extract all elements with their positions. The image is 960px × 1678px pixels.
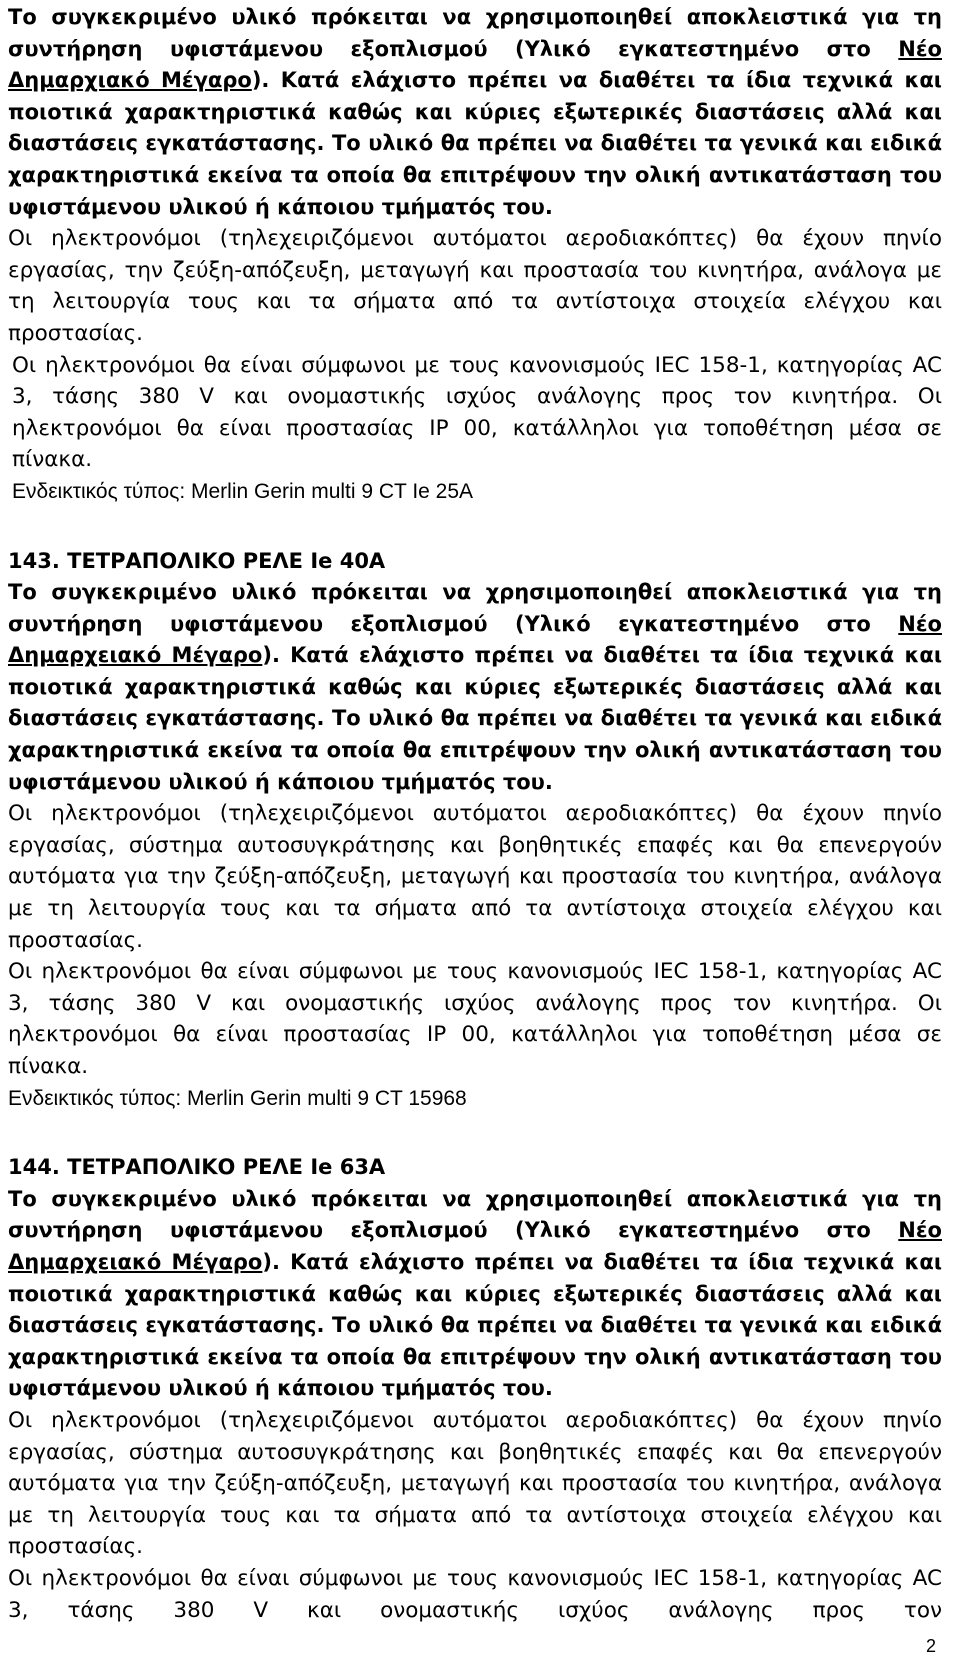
intro-location-link: Νέο Δημαρχιακό Μέγαρο	[8, 36, 942, 93]
item-143-function-text: Οι ηλεκτρονόμοι (τηλεχειριζόμενοι αυτόματοι αεροδιακόπτες) θα έχουν πηνίο εργασίας, σύστημα αυτοσυγκράτησης και βοηθητικές επαφές και θα επενεργούν αυτόματα για την ζεύξη-απόζευξη, μεταγωγή και προστασία του κινητήρα, ανάλογα με τη λειτουργία τους και τα σήματα από τα αντίστοιχα στοιχεία ελέγχου και προστασίας.	[8, 801, 942, 953]
item-144-description-text: Το συγκεκριμένο υλικό πρόκειται να χρησιμοποιηθεί αποκλειστικά για τη συντήρηση υφιστάμενου εξοπλισμού (Υλικό εγκατεστημένο στο	[8, 1186, 942, 1243]
page-number: 2	[925, 1636, 936, 1656]
item-144-description	[8, 1184, 942, 1405]
item-143-type-text: Ενδεικτικός τύπος: Merlin Gerin multi 9 CT 15968	[8, 1086, 467, 1110]
intro-standards-text: Οι ηλεκτρονόμοι θα είναι σύμφωνοι με τους κανονισμούς IEC 158-1, κατηγορίας AC 3, τάσης 380 V και ονομαστικής ισχύος ανάλογης προς τον κινητήρα. Οι ηλεκτρονόμοι θα είναι προστασίας IP 00, κατάλληλοι για τοποθέτηση μέσα σε πίνακα.	[12, 352, 942, 473]
item-143-description	[8, 577, 942, 798]
intro-type-text: Ενδεικτικός τύπος: Merlin Gerin multi 9 CT Ie 25A	[12, 479, 474, 503]
intro-description-text: Το συγκεκριμένο υλικό πρόκειται να χρησιμοποιηθεί αποκλειστικά για τη συντήρηση υφιστάμενου εξοπλισμού (Υλικό εγκατεστημένο στο	[8, 5, 942, 61]
item-143-location-link: Νέο Δημαρχειακό Μέγαρο	[8, 611, 942, 668]
item-143-description-text-cont: ). Κατά ελάχιστο πρέπει να διαθέτει τα ίδια τεχνικά και ποιοτικά χαρακτηριστικά καθώς και κύριες εξωτερικές διαστάσεις αλλά και διαστάσεις εγκατάστασης. Το υλικό θα πρέπει να διαθέτει τα γενικά και ειδικά χαρακτηριστικά εκείνα τα οποία θα επιτρέψουν την ολική αντικατάσταση του υφιστάμενου υλικού ή κάποιου τμήματός του.	[8, 643, 942, 794]
item-143-standards-text: Οι ηλεκτρονόμοι θα είναι σύμφωνοι με τους κανονισμούς IEC 158-1, κατηγορίας AC 3, τάσης 380 V και ονομαστικής ισχύος ανάλογης προς τον κινητήρα. Οι ηλεκτρονόμοι θα είναι προστασίας IP 00, κατάλληλοι για τοποθέτηση μέσα σε πίνακα.	[8, 959, 942, 1079]
item-143-heading: 143. ΤΕΤΡΑΠΟΛΙΚΟ ΡΕΛΕ Ie 40A	[8, 548, 386, 573]
item-144-description-text-cont: ). Κατά ελάχιστο πρέπει να διαθέτει τα ίδια τεχνικά και ποιοτικά χαρακτηριστικά καθώς και κύριες εξωτερικές διαστάσεις αλλά και διαστάσεις εγκατάστασης. Το υλικό θα πρέπει να διαθέτει τα γενικά και ειδικά χαρακτηριστικά εκείνα τα οποία θα επιτρέψουν την ολική αντικατάσταση του υφιστάμενου υλικού ή κάποιου τμήματός του.	[8, 1249, 942, 1401]
document-page	[8, 0, 942, 1678]
item-144-function-text: Οι ηλεκτρονόμοι (τηλεχειριζόμενοι αυτόματοι αεροδιακόπτες) θα έχουν πηνίο εργασίας, σύστημα αυτοσυγκράτησης και βοηθητικές επαφές και θα επενεργούν αυτόματα για την ζεύξη-απόζευξη, μεταγωγή και προστασία του κινητήρα, ανάλογα με τη λειτουργία τους και τα σήματα από τα αντίστοιχα στοιχεία ελέγχου και προστασίας.	[8, 1407, 942, 1560]
intro-description-text-cont: ). Κατά ελάχιστο πρέπει να διαθέτει τα ίδια τεχνικά και ποιοτικά χαρακτηριστικά καθώς και κύριες εξωτερικές διαστάσεις αλλά και διαστάσεις εγκατάστασης. Το υλικό θα πρέπει να διαθέτει τα γενικά και ειδικά χαρακτηριστικά εκείνα τα οποία θα επιτρέψουν την ολική αντικατάσταση του υφιστάμενου υλικού ή κάποιου τμήματός του.	[8, 68, 942, 219]
intro-function-text: Οι ηλεκτρονόμοι (τηλεχειριζόμενοι αυτόματοι αεροδιακόπτες) θα έχουν πηνίο εργασίας, την ζεύξη-απόζευξη, μεταγωγή και προστασία του κινητήρα, ανάλογα με τη λειτουργία τους και τα σήματα από τα αντίστοιχα στοιχεία ελέγχου και προστασίας.	[8, 226, 942, 346]
item-144-heading: 144. ΤΕΤΡΑΠΟΛΙΚΟ ΡΕΛΕ Ie 63A	[8, 1155, 386, 1180]
item-143-description-text: Το συγκεκριμένο υλικό πρόκειται να χρησιμοποιηθεί αποκλειστικά για τη συντήρηση υφιστάμενου εξοπλισμού (Υλικό εγκατεστημένο στο	[8, 580, 942, 636]
item-144-standards-text: Οι ηλεκτρονόμοι θα είναι σύμφωνοι με τους κανονισμούς IEC 158-1, κατηγορίας AC 3, τάσης 380 V και ονομαστικής ισχύος ανάλογης προς τον	[8, 1565, 942, 1623]
item-144-location-link: Νέο Δημαρχειακό Μέγαρο	[8, 1218, 942, 1274]
intro-description	[8, 2, 942, 223]
